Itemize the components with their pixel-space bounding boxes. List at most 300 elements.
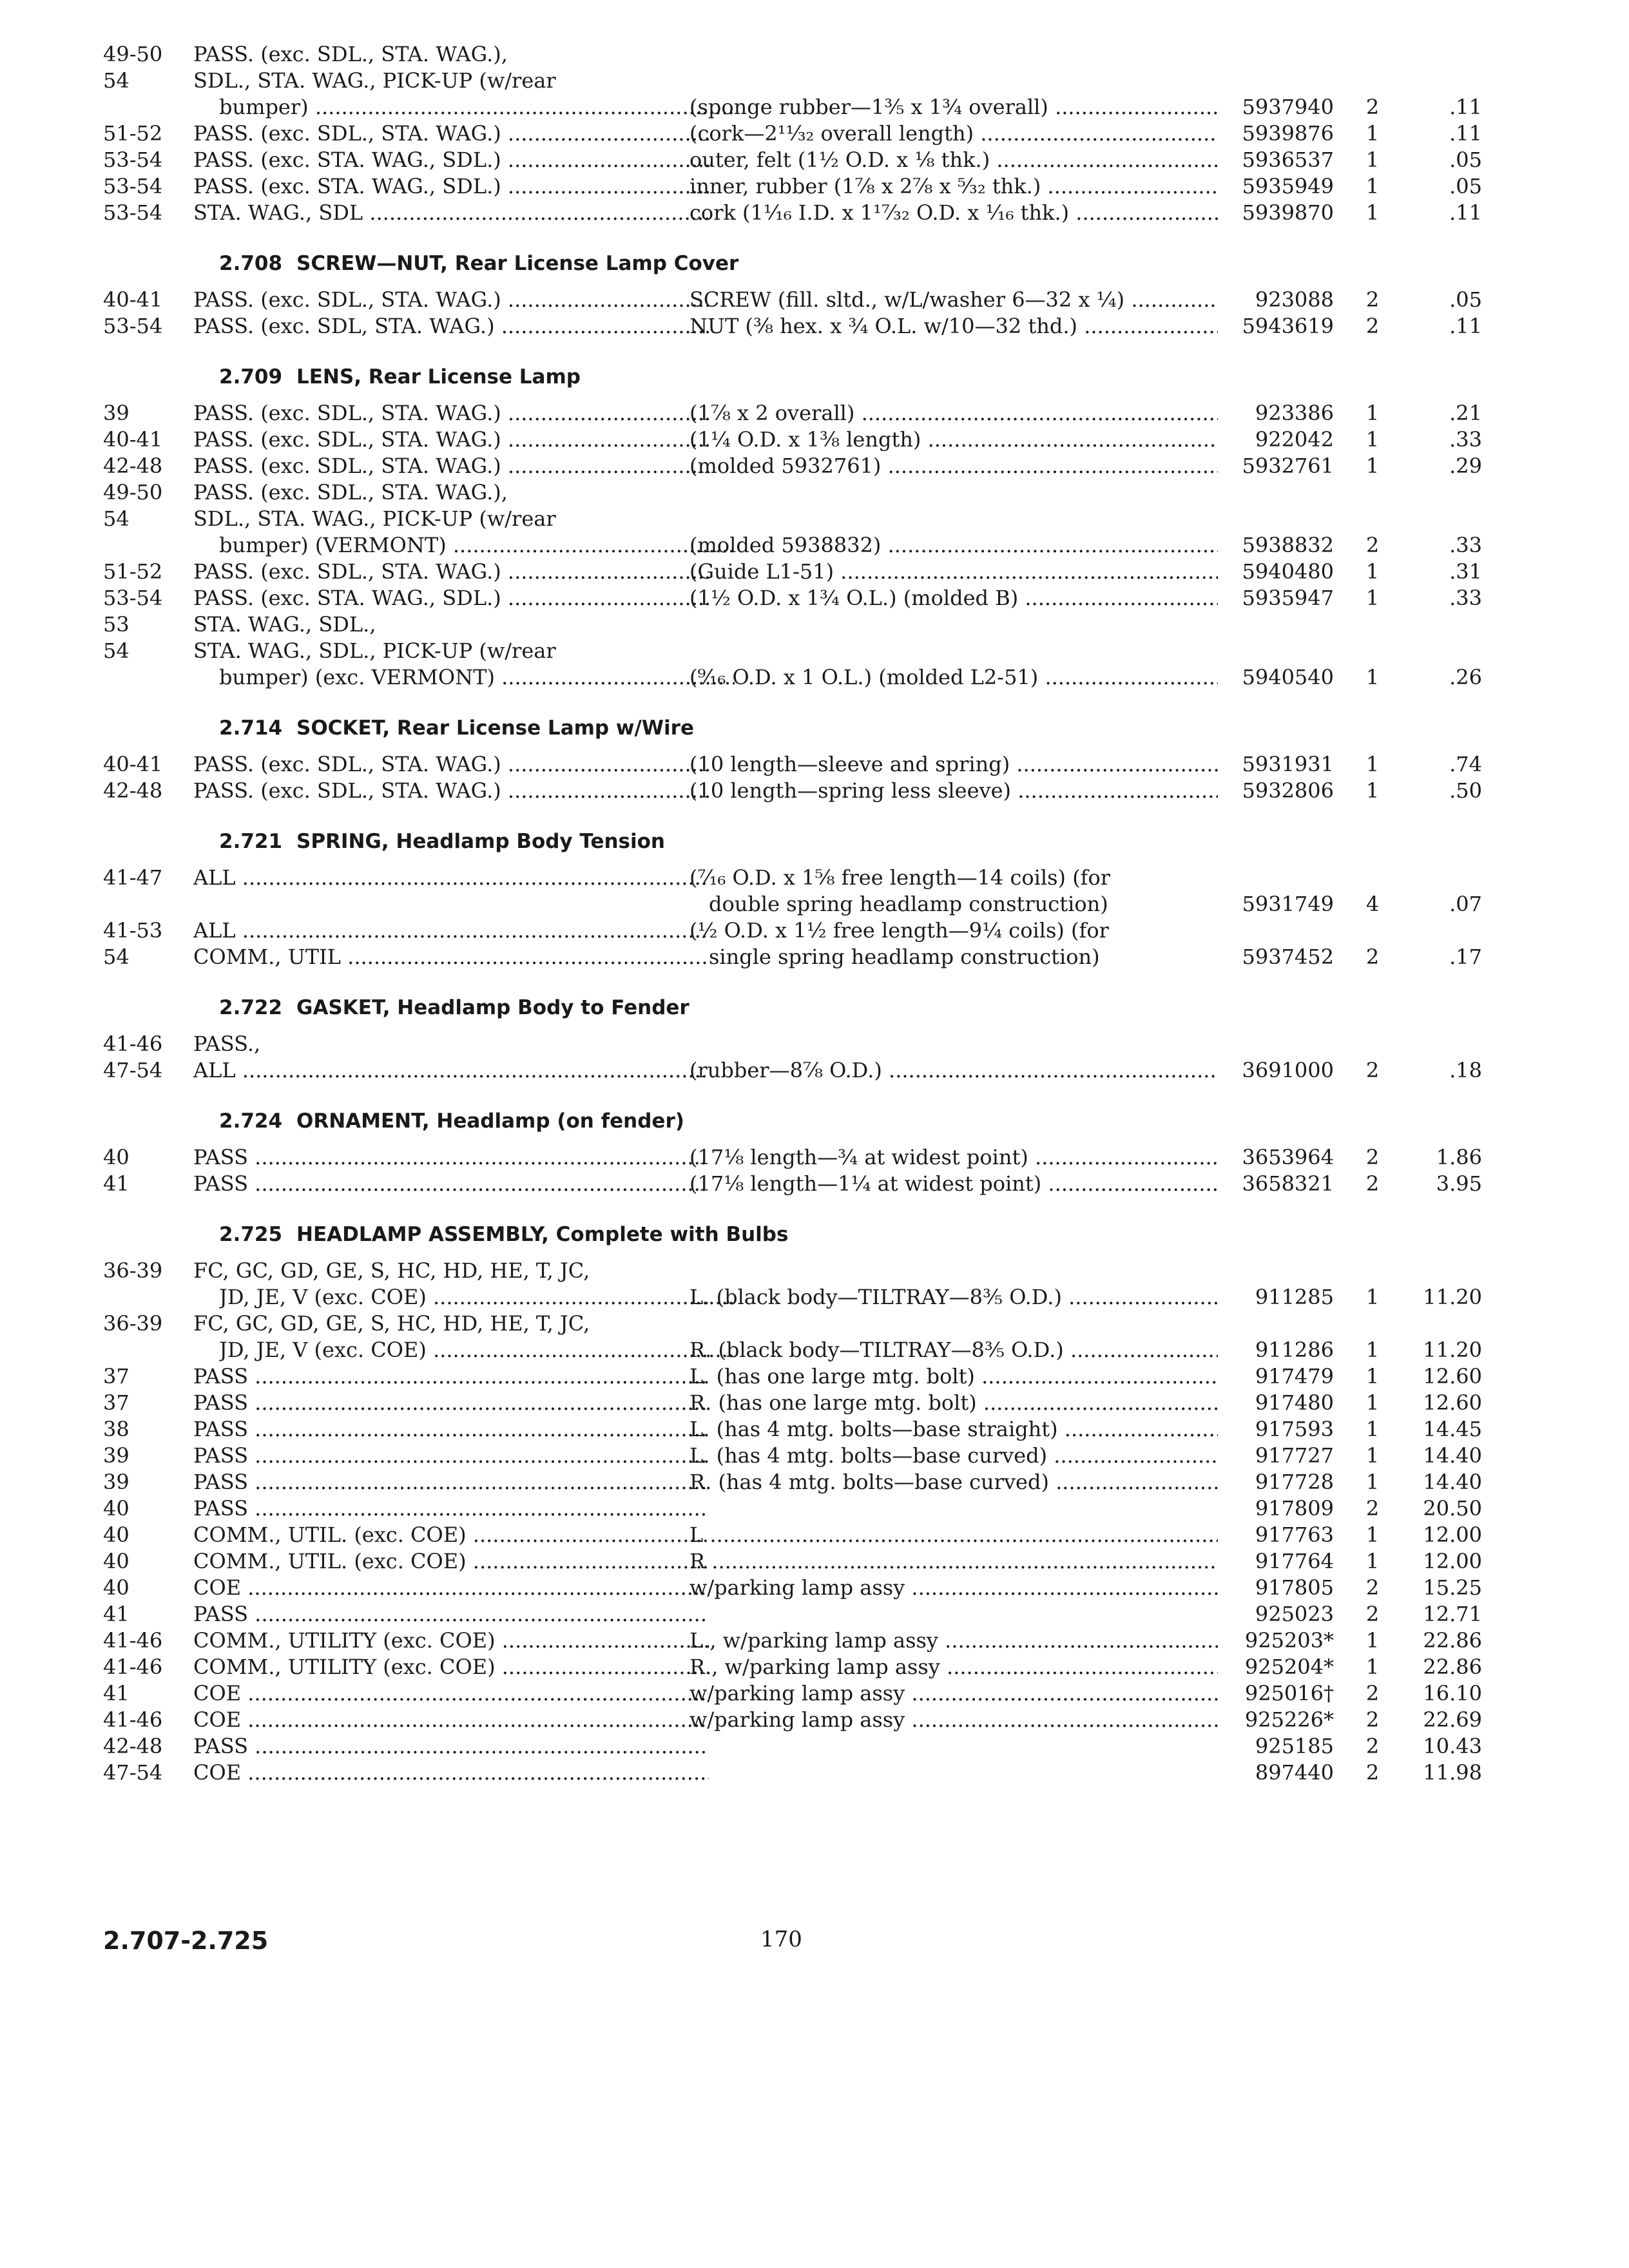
year-cell: 53-54 xyxy=(103,314,163,338)
models-cell: PASS. (exc. STA. WAG., SDL.) ..... xyxy=(193,585,709,611)
section-title: HEADLAMP ASSEMBLY, Complete with Bulbs xyxy=(296,1223,789,1246)
description-cell: L. (black body—TILTRAY—8⅗ O.D.) ..... xyxy=(689,1284,1218,1311)
part-number-cell: 925185 xyxy=(1255,1734,1334,1758)
year-cell: 51-52 xyxy=(103,559,163,584)
table-row xyxy=(103,453,1482,479)
price-cell: .33 xyxy=(1449,586,1482,610)
description-cell: R. (has 4 mtg. bolts—base curved) ..... xyxy=(689,1469,1218,1495)
price-cell: 22.69 xyxy=(1423,1707,1482,1732)
part-number-cell: 923386 xyxy=(1255,401,1334,425)
section-heading xyxy=(103,820,1392,861)
year-cell: 54 xyxy=(103,506,130,531)
price-cell: .26 xyxy=(1449,665,1482,689)
description-cell: cork (1⅟₁₆ I.D. x 1¹⁷⁄₃₂ O.D. x ⅟₁₆ thk.) ..... xyxy=(689,200,1218,226)
section-number: 2.709 xyxy=(219,365,283,389)
year-cell: 51-52 xyxy=(103,121,163,146)
quantity-cell: 2 xyxy=(1365,1602,1380,1626)
year-cell: 38 xyxy=(103,1417,130,1441)
price-cell: 12.00 xyxy=(1423,1523,1482,1547)
table-row xyxy=(103,1548,1482,1575)
description-cell: (⁷⁄₁₆ O.D. x 1⅝ free length—14 coils) (for xyxy=(689,865,1111,890)
part-number-cell: 3691000 xyxy=(1242,1058,1334,1082)
price-cell: 22.86 xyxy=(1423,1628,1482,1653)
table-row xyxy=(103,918,1392,944)
description-cell: (1½ O.D. x 1¾ O.L.) (molded B) ..... xyxy=(689,585,1218,611)
price-cell: .29 xyxy=(1449,454,1482,478)
table-row xyxy=(103,559,1482,585)
description-cell: single spring headlamp construction) xyxy=(709,945,1100,969)
price-cell: 12.60 xyxy=(1423,1390,1482,1415)
year-cell: 36-39 xyxy=(103,1311,163,1336)
price-cell: .05 xyxy=(1449,287,1482,312)
models-cell: PASS. (exc. SDL., STA. WAG.), xyxy=(193,480,508,505)
table-row xyxy=(103,1495,1482,1522)
table-row xyxy=(103,1760,1482,1786)
quantity-cell: 2 xyxy=(1365,1575,1380,1600)
models-cell: PASS. (exc. STA. WAG., SDL.) ..... xyxy=(193,147,709,173)
models-cell: PASS ..... xyxy=(193,1171,709,1197)
quantity-cell: 1 xyxy=(1365,1628,1380,1653)
description-cell: (cork—2¹¹⁄₃₂ overall length) ..... xyxy=(689,120,1218,147)
description-cell: w/parking lamp assy ..... xyxy=(689,1575,1218,1601)
section-heading xyxy=(103,1213,1392,1254)
part-number-cell: 5936537 xyxy=(1242,148,1334,172)
price-cell: 11.20 xyxy=(1423,1285,1482,1309)
models-cell: bumper) (exc. VERMONT) ..... xyxy=(219,664,735,691)
description-cell: (10 length—spring less sleeve) ..... xyxy=(689,778,1218,804)
table-row xyxy=(103,1654,1482,1680)
part-number-cell: 5937940 xyxy=(1242,95,1334,119)
part-number-cell: 911286 xyxy=(1255,1338,1334,1362)
description-cell: R. (black body—TILTRAY—8⅗ O.D.) ..... xyxy=(689,1337,1218,1363)
table-row xyxy=(103,1601,1482,1628)
year-cell: 47-54 xyxy=(103,1058,163,1082)
table-row xyxy=(103,1469,1482,1495)
quantity-cell: 1 xyxy=(1365,665,1380,689)
price-cell: .11 xyxy=(1449,121,1482,146)
models-cell: COMM., UTIL. (exc. COE) ..... xyxy=(193,1522,709,1548)
models-cell: COE ..... xyxy=(193,1707,709,1733)
year-cell: 40 xyxy=(103,1549,130,1573)
year-cell: 40 xyxy=(103,1145,130,1169)
part-number-cell: 917728 xyxy=(1255,1470,1334,1494)
section-range: 2.707-2.725 xyxy=(103,1927,269,1955)
year-cell: 41-47 xyxy=(103,865,163,890)
table-row xyxy=(103,751,1482,778)
part-number-cell: 917763 xyxy=(1255,1523,1334,1547)
quantity-cell: 2 xyxy=(1365,1496,1380,1521)
price-cell: .07 xyxy=(1449,892,1482,916)
part-number-cell: 911285 xyxy=(1255,1285,1334,1309)
section-title: ORNAMENT, Headlamp (on fender) xyxy=(296,1110,684,1133)
models-cell: COMM., UTILITY (exc. COE) ..... xyxy=(193,1654,709,1680)
table-row xyxy=(103,1337,1482,1363)
year-cell: 36-39 xyxy=(103,1258,163,1283)
quantity-cell: 1 xyxy=(1365,1417,1380,1441)
year-cell: 42-48 xyxy=(103,778,163,803)
models-cell: COE ..... xyxy=(193,1575,709,1601)
price-cell: .74 xyxy=(1449,752,1482,776)
part-number-cell: 5932761 xyxy=(1242,454,1334,478)
year-cell: 40-41 xyxy=(103,752,163,776)
quantity-cell: 2 xyxy=(1365,1760,1380,1785)
description-cell: (rubber—8⅞ O.D.) ..... xyxy=(689,1057,1218,1084)
models-cell: PASS ..... xyxy=(193,1416,709,1443)
part-number-cell: 917805 xyxy=(1255,1575,1334,1600)
models-cell: COMM., UTIL. (exc. COE) ..... xyxy=(193,1548,709,1575)
quantity-cell: 1 xyxy=(1365,1443,1380,1468)
description-cell: (1¼ O.D. x 1⅜ length) ..... xyxy=(689,427,1218,453)
table-row xyxy=(103,1575,1482,1601)
table-row xyxy=(103,1311,1392,1337)
year-cell: 41 xyxy=(103,1602,130,1626)
table-row xyxy=(103,147,1482,173)
models-cell: PASS ..... xyxy=(193,1390,709,1416)
quantity-cell: 1 xyxy=(1365,1655,1380,1679)
models-cell: SDL., STA. WAG., PICK-UP (w/rear xyxy=(193,506,556,531)
description-cell: (½ O.D. x 1½ free length—9¼ coils) (for xyxy=(689,918,1109,943)
price-cell: 15.25 xyxy=(1423,1575,1482,1600)
table-row xyxy=(103,865,1392,891)
price-cell: .05 xyxy=(1449,174,1482,198)
section-heading xyxy=(103,242,1392,283)
models-cell: PASS. (exc. SDL., STA. WAG.) ..... xyxy=(193,453,709,479)
quantity-cell: 1 xyxy=(1365,427,1380,452)
table-row xyxy=(103,611,1392,638)
quantity-cell: 1 xyxy=(1365,1364,1380,1389)
price-cell: .17 xyxy=(1449,945,1482,969)
quantity-cell: 2 xyxy=(1365,287,1380,312)
year-cell: 40 xyxy=(103,1523,130,1547)
year-cell: 54 xyxy=(103,639,130,663)
quantity-cell: 1 xyxy=(1365,1390,1380,1415)
parts-listing xyxy=(103,41,1482,1786)
quantity-cell: 2 xyxy=(1365,945,1380,969)
table-row xyxy=(103,1390,1482,1416)
models-cell: PASS. (exc. STA. WAG., SDL.) ..... xyxy=(193,173,709,200)
year-cell: 40-41 xyxy=(103,427,163,452)
part-number-cell: 3653964 xyxy=(1242,1145,1334,1169)
year-cell: 41-46 xyxy=(103,1655,163,1679)
table-row xyxy=(103,944,1482,970)
description-cell: R., w/parking lamp assy ..... xyxy=(689,1654,1218,1680)
quantity-cell: 1 xyxy=(1365,1285,1380,1309)
year-cell: 53-54 xyxy=(103,174,163,198)
part-number-cell: 917479 xyxy=(1255,1364,1334,1389)
table-row xyxy=(103,1258,1392,1284)
models-cell: PASS., xyxy=(193,1032,261,1056)
description-cell: R ..... xyxy=(689,1548,1218,1575)
year-cell: 40-41 xyxy=(103,287,163,312)
description-cell: L. (has one large mtg. bolt) ..... xyxy=(689,1363,1218,1390)
year-cell: 40 xyxy=(103,1496,130,1521)
description-cell: L ..... xyxy=(689,1522,1218,1548)
quantity-cell: 1 xyxy=(1365,121,1380,146)
price-cell: 20.50 xyxy=(1423,1496,1482,1521)
table-row xyxy=(103,200,1482,226)
part-number-cell: 5935947 xyxy=(1242,586,1334,610)
year-cell: 41 xyxy=(103,1681,130,1706)
table-row xyxy=(103,94,1482,120)
table-row xyxy=(103,1144,1482,1171)
models-cell: FC, GC, GD, GE, S, HC, HD, HE, T, JC, xyxy=(193,1258,590,1283)
year-cell: 41-46 xyxy=(103,1707,163,1732)
year-cell: 42-48 xyxy=(103,454,163,478)
year-cell: 49-50 xyxy=(103,42,163,66)
price-cell: .31 xyxy=(1449,559,1482,584)
part-number-cell: 917764 xyxy=(1255,1549,1334,1573)
quantity-cell: 2 xyxy=(1365,1681,1380,1706)
models-cell: PASS. (exc. SDL., STA. WAG.) ..... xyxy=(193,427,709,453)
table-row xyxy=(103,479,1392,506)
models-cell: PASS ..... xyxy=(193,1601,709,1628)
models-cell: bumper) (VERMONT) ..... xyxy=(219,532,735,559)
description-cell: (17⅛ length—¾ at widest point) ..... xyxy=(689,1144,1218,1171)
section-number: 2.724 xyxy=(219,1110,283,1133)
models-cell: ALL ..... xyxy=(193,1057,709,1084)
table-row xyxy=(103,1628,1482,1654)
quantity-cell: 1 xyxy=(1365,454,1380,478)
price-cell: 1.86 xyxy=(1436,1145,1482,1169)
quantity-cell: 1 xyxy=(1365,586,1380,610)
part-number-cell: 925016† xyxy=(1244,1681,1334,1706)
models-cell: STA. WAG., SDL., PICK-UP (w/rear xyxy=(193,639,556,663)
part-number-cell: 925023 xyxy=(1255,1602,1334,1626)
section-title: SOCKET, Rear License Lamp w/Wire xyxy=(296,716,694,740)
table-row xyxy=(103,1733,1482,1760)
part-number-cell: 925203* xyxy=(1244,1628,1334,1653)
description-cell: double spring headlamp construction) xyxy=(709,892,1108,916)
part-number-cell: 5931749 xyxy=(1242,892,1334,916)
price-cell: 3.95 xyxy=(1436,1171,1482,1196)
part-number-cell: 5939870 xyxy=(1242,200,1334,225)
price-cell: .05 xyxy=(1449,148,1482,172)
price-cell: 12.60 xyxy=(1423,1364,1482,1389)
year-cell: 53-54 xyxy=(103,148,163,172)
quantity-cell: 1 xyxy=(1365,1470,1380,1494)
section-heading xyxy=(103,1099,1392,1140)
part-number-cell: 5940480 xyxy=(1242,559,1334,584)
year-cell: 40 xyxy=(103,1575,130,1600)
quantity-cell: 2 xyxy=(1365,95,1380,119)
section-number: 2.722 xyxy=(219,996,283,1019)
description-cell: (sponge rubber—1⅗ x 1¾ overall) ..... xyxy=(689,94,1218,120)
price-cell: .21 xyxy=(1449,401,1482,425)
description-cell: NUT (⅜ hex. x ¾ O.L. w/10—32 thd.) ..... xyxy=(689,313,1218,340)
table-row xyxy=(103,1443,1482,1469)
models-cell: bumper) ..... xyxy=(219,94,735,120)
page-footer xyxy=(103,1927,1392,1965)
price-cell: .11 xyxy=(1449,200,1482,225)
quantity-cell: 2 xyxy=(1365,1171,1380,1196)
description-cell: w/parking lamp assy ..... xyxy=(689,1707,1218,1733)
table-row xyxy=(103,1171,1482,1197)
table-row xyxy=(103,1522,1482,1548)
models-cell: COMM., UTILITY (exc. COE) ..... xyxy=(193,1628,709,1654)
year-cell: 41-46 xyxy=(103,1032,163,1056)
description-cell: L., w/parking lamp assy ..... xyxy=(689,1628,1218,1654)
price-cell: .18 xyxy=(1449,1058,1482,1082)
page-number: 170 xyxy=(760,1927,802,1952)
table-row xyxy=(103,778,1482,804)
part-number-cell: 925204* xyxy=(1244,1655,1334,1679)
section-title: LENS, Rear License Lamp xyxy=(296,365,581,389)
models-cell: COE ..... xyxy=(193,1680,709,1707)
table-row xyxy=(103,664,1482,691)
description-cell: (Guide L1-51) ..... xyxy=(689,559,1218,585)
year-cell: 39 xyxy=(103,1443,130,1468)
year-cell: 54 xyxy=(103,68,130,93)
price-cell: 11.20 xyxy=(1423,1338,1482,1362)
models-cell: JD, JE, V (exc. COE) ..... xyxy=(219,1337,735,1363)
table-row xyxy=(103,1363,1482,1390)
models-cell: PASS. (exc. SDL., STA. WAG.) ..... xyxy=(193,751,709,778)
table-row xyxy=(103,313,1482,340)
table-row xyxy=(103,1680,1482,1707)
models-cell: PASS ..... xyxy=(193,1469,709,1495)
quantity-cell: 1 xyxy=(1365,1549,1380,1573)
table-row xyxy=(103,120,1482,147)
price-cell: 12.71 xyxy=(1423,1602,1482,1626)
price-cell: 11.98 xyxy=(1423,1760,1482,1785)
description-cell: SCREW (fill. sltd., w/L/washer 6—32 x ¼) ..... xyxy=(689,287,1218,313)
part-number-cell: 5938832 xyxy=(1242,533,1334,557)
description-cell: (17⅛ length—1¼ at widest point) ..... xyxy=(689,1171,1218,1197)
part-number-cell: 5943619 xyxy=(1242,314,1334,338)
models-cell: PASS ..... xyxy=(193,1144,709,1171)
quantity-cell: 2 xyxy=(1365,1734,1380,1758)
models-cell: PASS. (exc. SDL., STA. WAG.) ..... xyxy=(193,400,709,427)
models-cell: PASS. (exc. SDL, STA. WAG.) ..... xyxy=(193,313,709,340)
year-cell: 54 xyxy=(103,945,130,969)
price-cell: .50 xyxy=(1449,778,1482,803)
quantity-cell: 1 xyxy=(1365,752,1380,776)
part-number-cell: 5937452 xyxy=(1242,945,1334,969)
description-cell: L. (has 4 mtg. bolts—base straight) ..... xyxy=(689,1416,1218,1443)
description-cell: w/parking lamp assy ..... xyxy=(689,1680,1218,1707)
description-cell: R. (has one large mtg. bolt) ..... xyxy=(689,1390,1218,1416)
quantity-cell: 1 xyxy=(1365,148,1380,172)
models-cell: PASS ..... xyxy=(193,1363,709,1390)
section-number: 2.708 xyxy=(219,252,283,275)
description-cell: (1⅞ x 2 overall) ..... xyxy=(689,400,1218,427)
part-number-cell: 925226* xyxy=(1244,1707,1334,1732)
quantity-cell: 1 xyxy=(1365,778,1380,803)
table-row xyxy=(103,287,1482,313)
year-cell: 37 xyxy=(103,1390,130,1415)
price-cell: 22.86 xyxy=(1423,1655,1482,1679)
models-cell: COMM., UTIL ..... xyxy=(193,944,709,970)
models-cell: PASS. (exc. SDL., STA. WAG.) ..... xyxy=(193,120,709,147)
table-row xyxy=(103,173,1482,200)
price-cell: 12.00 xyxy=(1423,1549,1482,1573)
part-number-cell: 5931931 xyxy=(1242,752,1334,776)
section-heading xyxy=(103,355,1392,396)
table-row xyxy=(103,427,1482,453)
models-cell: ALL ..... xyxy=(193,918,709,944)
table-row xyxy=(103,41,1392,68)
quantity-cell: 1 xyxy=(1365,174,1380,198)
year-cell: 41 xyxy=(103,1171,130,1196)
price-cell: 14.40 xyxy=(1423,1470,1482,1494)
table-row xyxy=(103,638,1392,664)
quantity-cell: 1 xyxy=(1365,401,1380,425)
price-cell: 14.40 xyxy=(1423,1443,1482,1468)
table-row xyxy=(103,1707,1482,1733)
table-row xyxy=(103,1416,1482,1443)
price-cell: .11 xyxy=(1449,95,1482,119)
models-cell: COE ..... xyxy=(193,1760,709,1786)
table-row xyxy=(103,1284,1482,1311)
part-number-cell: 917809 xyxy=(1255,1496,1334,1521)
part-number-cell: 922042 xyxy=(1255,427,1334,452)
quantity-cell: 1 xyxy=(1365,1338,1380,1362)
models-cell: FC, GC, GD, GE, S, HC, HD, HE, T, JC, xyxy=(193,1311,590,1336)
part-number-cell: 917727 xyxy=(1255,1443,1334,1468)
year-cell: 49-50 xyxy=(103,480,163,505)
year-cell: 37 xyxy=(103,1364,130,1389)
models-cell: PASS. (exc. SDL., STA. WAG.) ..... xyxy=(193,287,709,313)
part-number-cell: 917593 xyxy=(1255,1417,1334,1441)
description-cell: L. (has 4 mtg. bolts—base curved) ..... xyxy=(689,1443,1218,1469)
year-cell: 41-53 xyxy=(103,918,163,943)
year-cell: 41-46 xyxy=(103,1628,163,1653)
price-cell: 14.45 xyxy=(1423,1417,1482,1441)
table-row xyxy=(103,1031,1392,1057)
table-row xyxy=(103,585,1482,611)
quantity-cell: 1 xyxy=(1365,1523,1380,1547)
models-cell: STA. WAG., SDL., xyxy=(193,612,376,637)
part-number-cell: 5939876 xyxy=(1242,121,1334,146)
models-cell: PASS. (exc. SDL., STA. WAG.) ..... xyxy=(193,559,709,585)
price-cell: .33 xyxy=(1449,533,1482,557)
section-title: SPRING, Headlamp Body Tension xyxy=(296,830,666,853)
part-number-cell: 5932806 xyxy=(1242,778,1334,803)
section-number: 2.721 xyxy=(219,830,283,853)
models-cell: PASS ..... xyxy=(193,1495,709,1522)
year-cell: 53 xyxy=(103,612,130,637)
section-heading xyxy=(103,986,1392,1027)
part-number-cell: 917480 xyxy=(1255,1390,1334,1415)
section-number: 2.725 xyxy=(219,1223,283,1246)
quantity-cell: 2 xyxy=(1365,1058,1380,1082)
table-row xyxy=(103,532,1482,559)
year-cell: 39 xyxy=(103,401,130,425)
description-cell: (molded 5938832) ..... xyxy=(689,532,1218,559)
models-cell: JD, JE, V (exc. COE) ..... xyxy=(219,1284,735,1311)
models-cell: PASS. (exc. SDL., STA. WAG.), xyxy=(193,42,508,66)
table-row xyxy=(103,891,1482,918)
table-row xyxy=(103,506,1392,532)
table-row xyxy=(103,1057,1482,1084)
table-row xyxy=(103,68,1392,94)
description-cell: outer, felt (1½ O.D. x ⅛ thk.) ..... xyxy=(689,147,1218,173)
price-cell: .11 xyxy=(1449,314,1482,338)
models-cell: STA. WAG., SDL ..... xyxy=(193,200,709,226)
price-cell: .33 xyxy=(1449,427,1482,452)
description-cell: inner, rubber (1⅞ x 2⅞ x ⁵⁄₃₂ thk.) ..... xyxy=(689,173,1218,200)
year-cell: 53-54 xyxy=(103,586,163,610)
quantity-cell: 1 xyxy=(1365,559,1380,584)
year-cell: 42-48 xyxy=(103,1734,163,1758)
quantity-cell: 2 xyxy=(1365,314,1380,338)
table-row xyxy=(103,400,1482,427)
section-title: GASKET, Headlamp Body to Fender xyxy=(296,996,689,1019)
part-number-cell: 5940540 xyxy=(1242,665,1334,689)
part-number-cell: 923088 xyxy=(1255,287,1334,312)
description-cell: (molded 5932761) ..... xyxy=(689,453,1218,479)
price-cell: 16.10 xyxy=(1423,1681,1482,1706)
